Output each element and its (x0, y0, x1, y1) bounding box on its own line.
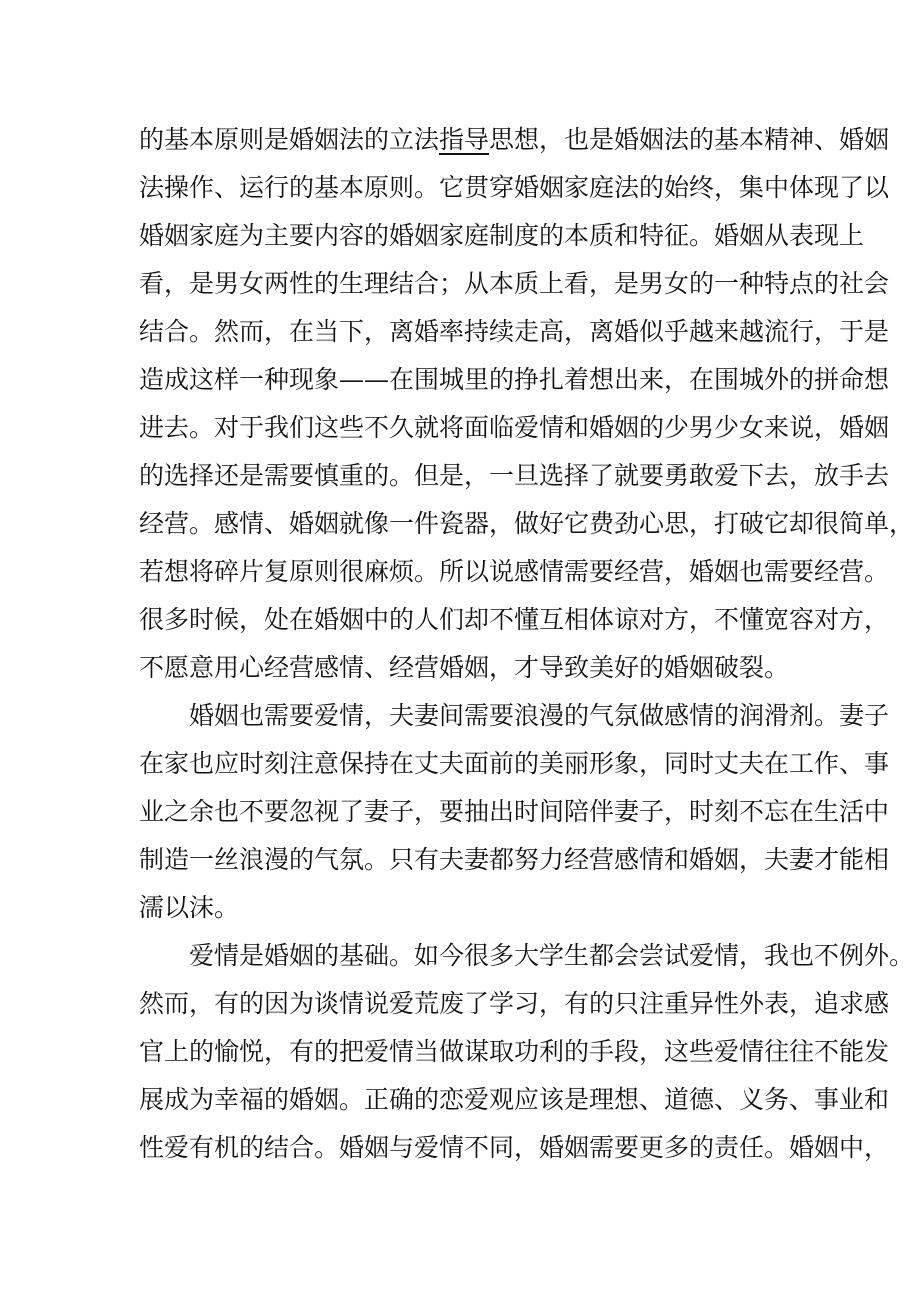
text-line: 婚姻家庭为主要内容的婚姻家庭制度的本质和特征。婚姻从表现上 (139, 221, 865, 250)
underlined-term: 指导 (439, 125, 490, 154)
text-line: 经营。感情、婚姻就像一件瓷器，做好它费劲心思，打破它却很简单， (139, 509, 915, 538)
text-line: 在家也应时刻注意保持在丈夫面前的美丽形象，同时丈夫在工作、事 (139, 749, 890, 778)
text-line: 制造一丝浪漫的气氛。只有夫妻都努力经营感情和婚姻，夫妻才能相 (139, 845, 890, 874)
text-line: 的选择还是需要慎重的。但是，一旦选择了就要勇敢爱下去，放手去 (139, 461, 890, 490)
text-line: 的基本原则是婚姻法的立法指导思想，也是婚姻法的基本精神、婚姻 (139, 125, 890, 154)
text-line: 然而，有的因为谈情说爱荒废了学习，有的只注重异性外表，追求感 (139, 989, 890, 1018)
text-line: 性爱有机的结合。婚姻与爱情不同，婚姻需要更多的责任。婚姻中， (139, 1133, 890, 1162)
paragraph-3 (139, 932, 915, 1172)
text-line: 婚姻也需要爱情，夫妻间需要浪漫的气氛做感情的润滑剂。妻子 (139, 701, 890, 730)
text-line: 若想将碎片复原则很麻烦。所以说感情需要经营，婚姻也需要经营。 (139, 557, 890, 586)
text-line: 进去。对于我们这些不久就将面临爱情和婚姻的少男少女来说，婚姻 (139, 413, 890, 442)
paragraph-2 (139, 692, 890, 932)
text-line: 濡以沫。 (139, 893, 240, 922)
text-line: 官上的愉悦，有的把爱情当做谋取功利的手段，这些爱情往往不能发 (139, 1037, 890, 1066)
text-line: 不愿意用心经营感情、经营婚姻，才导致美好的婚姻破裂。 (139, 653, 790, 682)
text-line: 造成这样一种现象——在围城里的挣扎着想出来，在围城外的拼命想 (139, 365, 890, 394)
text-line: 爱情是婚姻的基础。如今很多大学生都会尝试爱情，我也不例外。 (139, 941, 915, 970)
paragraph-1 (139, 116, 915, 692)
text-line: 展成为幸福的婚姻。正确的恋爱观应该是理想、道德、义务、事业和 (139, 1085, 890, 1114)
text-line: 法操作、运行的基本原则。它贯穿婚姻家庭法的始终，集中体现了以 (139, 173, 890, 202)
text-line: 业之余也不要忽视了妻子，要抽出时间陪伴妻子，时刻不忘在生活中 (139, 797, 890, 826)
text-line: 看，是男女两性的生理结合；从本质上看，是男女的一种特点的社会 (139, 269, 890, 298)
text-line: 很多时候，处在婚姻中的人们却不懂互相体谅对方，不懂宽容对方， (139, 605, 890, 634)
text-line: 结合。然而，在当下，离婚率持续走高，离婚似乎越来越流行，于是 (139, 317, 890, 346)
